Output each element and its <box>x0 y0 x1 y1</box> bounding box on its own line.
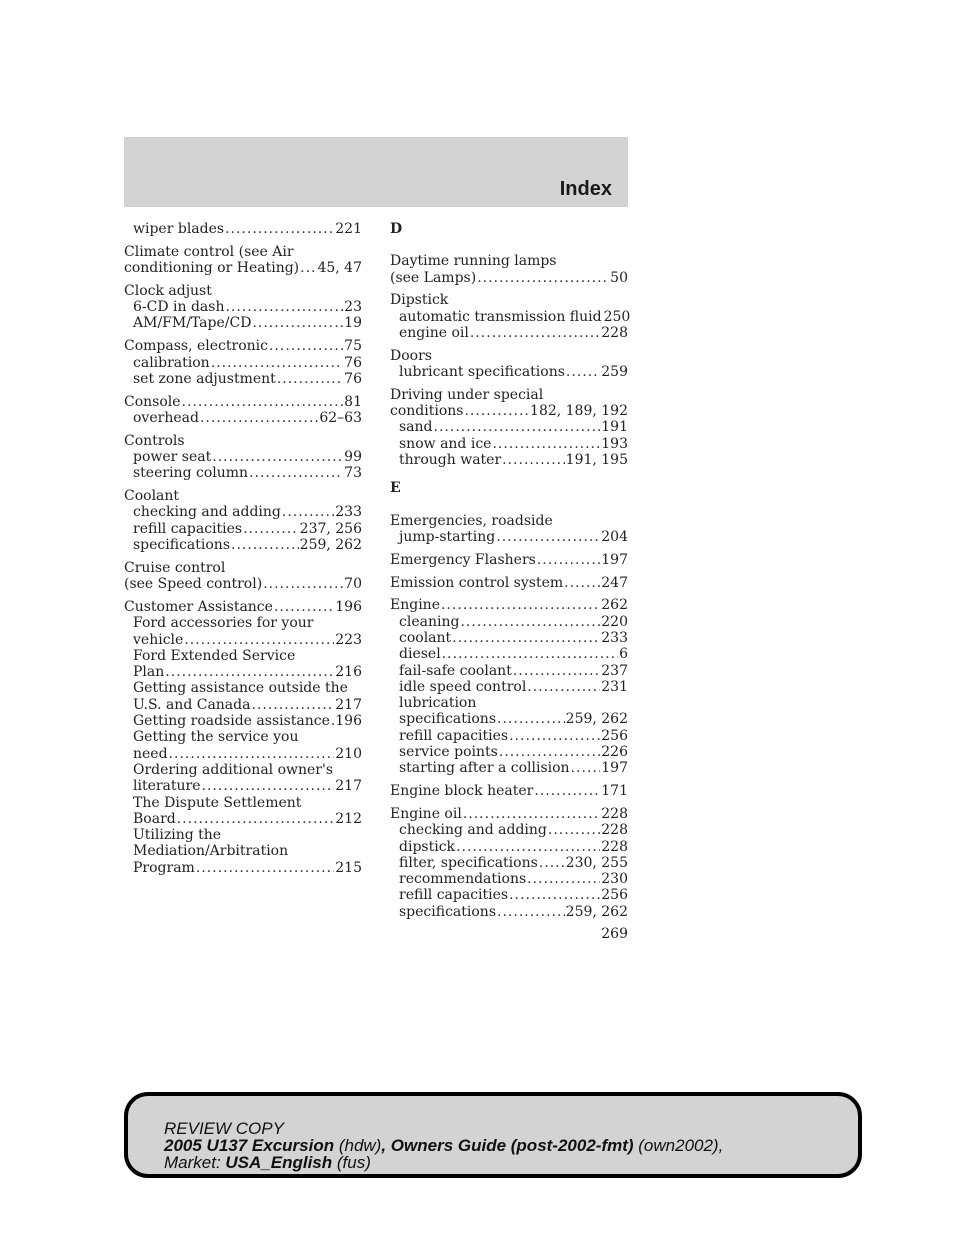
index-subentry <box>390 760 628 776</box>
entry-text: Program <box>133 859 195 876</box>
index-subentry <box>390 728 628 744</box>
dot-leader <box>566 364 600 380</box>
index-subentry <box>390 855 628 871</box>
entry-text: Controls <box>124 432 185 449</box>
index-subentry <box>124 449 362 465</box>
entry-text: calibration <box>133 354 210 371</box>
entry-text: steering column <box>133 465 249 482</box>
dot-leader <box>492 436 600 452</box>
dot-leader <box>464 403 529 419</box>
index-subentry <box>390 839 628 855</box>
entry-page-ref: 204 <box>601 528 628 545</box>
index-heading <box>124 599 362 615</box>
index-heading <box>390 403 628 419</box>
dot-leader <box>263 576 343 592</box>
dot-leader <box>249 465 343 481</box>
dot-leader <box>212 449 343 465</box>
entry-text: Console <box>124 393 181 410</box>
index-heading <box>124 576 362 592</box>
index-subentry <box>124 746 362 762</box>
entry-text: Plan <box>133 664 165 681</box>
entry-page-ref: 197 <box>601 760 628 777</box>
dot-leader <box>564 575 600 591</box>
dot-leader <box>537 552 600 568</box>
index-heading <box>124 260 362 276</box>
index-subentry <box>124 664 362 680</box>
entry-page-ref: 70 <box>344 576 362 593</box>
entry-text: 6-CD in dash <box>133 299 225 316</box>
dot-leader <box>442 646 618 662</box>
index-heading <box>390 348 628 364</box>
entry-text: Getting assistance outside the <box>133 680 348 697</box>
entry-text: through water <box>399 452 502 469</box>
page-number: 269 <box>601 926 628 942</box>
index-subentry <box>390 711 628 727</box>
entry-page-ref: 230 <box>601 871 628 888</box>
index-entry <box>390 806 628 920</box>
dot-leader <box>202 778 335 794</box>
index-subentry <box>390 308 631 325</box>
entry-text: specifications <box>133 537 231 554</box>
index-subentry <box>124 315 362 331</box>
index-heading <box>390 597 628 613</box>
index-subentry <box>124 537 362 553</box>
index-subentry <box>124 729 362 745</box>
dot-leader <box>441 597 600 613</box>
entry-page-ref: 259, 262 <box>299 537 362 554</box>
footer-review-box <box>124 1092 862 1178</box>
index-heading <box>124 488 362 504</box>
index-entry <box>390 575 628 591</box>
index-subentry <box>124 504 362 520</box>
index-entry <box>390 597 628 776</box>
entry-text: service points <box>399 744 498 761</box>
index-heading <box>124 560 362 576</box>
dot-leader <box>539 855 565 871</box>
entry-page-ref: 75 <box>344 338 362 355</box>
dot-leader <box>452 630 600 646</box>
entry-text: Compass, electronic <box>124 338 268 355</box>
index-subentry <box>124 827 362 843</box>
entry-text: fail-safe coolant <box>399 662 512 679</box>
dot-leader <box>497 904 565 920</box>
entry-text: dipstick <box>399 838 456 855</box>
index-subentry <box>390 663 628 679</box>
entry-text: (see Speed control) <box>124 576 263 593</box>
entry-text: idle speed control <box>399 678 527 695</box>
entry-text: Driving under special <box>390 386 544 403</box>
index-heading <box>390 783 628 799</box>
index-entry <box>124 244 362 277</box>
entry-page-ref: 215 <box>335 859 362 876</box>
index-subentry <box>390 452 628 468</box>
dot-leader <box>470 325 600 341</box>
index-subentry <box>124 795 362 811</box>
entry-text: Coolant <box>124 488 180 505</box>
index-subentry <box>124 680 362 696</box>
dot-leader <box>300 260 316 276</box>
entry-text: specifications <box>399 903 497 920</box>
entry-page-ref: 196 <box>335 598 362 615</box>
entry-page-ref: 191, 195 <box>565 452 628 469</box>
entry-text: specifications <box>399 711 497 728</box>
entry-text: conditions <box>390 403 464 420</box>
entry-text: refill capacities <box>133 520 243 537</box>
index-entry <box>390 292 631 341</box>
entry-page-ref: 220 <box>601 613 628 630</box>
entry-page-ref: 256 <box>601 727 628 744</box>
footer-text <box>164 1120 723 1171</box>
entry-page-ref: 76 <box>344 354 362 371</box>
entry-text: need <box>133 745 168 762</box>
dot-leader <box>509 728 600 744</box>
dot-leader <box>527 871 600 887</box>
entry-text: Ford accessories for your <box>133 615 314 632</box>
entry-page-ref: 259, 262 <box>565 903 628 920</box>
index-heading <box>390 806 628 822</box>
index-entry <box>124 433 362 482</box>
entry-text: Daytime running lamps <box>390 253 557 270</box>
entry-page-ref: 76 <box>344 370 362 387</box>
footer-market-value: USA_English <box>225 1153 333 1172</box>
section-letter-d: D <box>390 221 403 237</box>
entry-page-ref: 212 <box>335 810 362 827</box>
index-subentry <box>124 713 362 729</box>
entry-text: conditioning or Heating) <box>124 260 300 277</box>
index-subentry <box>124 778 362 794</box>
entry-text: cleaning <box>399 613 460 630</box>
entry-page-ref: 62–63 <box>319 409 362 426</box>
entry-text: engine oil <box>399 324 469 341</box>
index-column-right <box>390 221 631 926</box>
entry-text: vehicle <box>133 631 184 648</box>
entry-page-ref: 230, 255 <box>565 854 628 871</box>
entry-page-ref: 221 <box>335 221 362 237</box>
index-subentry <box>124 521 362 537</box>
index-subentry <box>390 419 628 435</box>
dot-leader <box>165 664 334 680</box>
index-subentry <box>124 860 362 876</box>
entry-page-ref: 250 <box>603 308 631 325</box>
dot-leader <box>534 783 600 799</box>
index-subentry <box>124 615 362 631</box>
dot-leader <box>463 806 600 822</box>
index-heading <box>390 253 628 269</box>
entry-page-ref: 216 <box>335 664 362 681</box>
index-heading <box>124 244 362 260</box>
index-subentry <box>390 744 628 760</box>
entry-text: The Dispute Settlement <box>133 794 302 811</box>
dot-leader <box>571 760 601 776</box>
index-heading <box>390 575 628 591</box>
entry-page-ref: 171 <box>601 783 628 800</box>
entry-text: Board <box>133 810 176 827</box>
index-entry <box>124 221 362 237</box>
dot-leader <box>251 697 334 713</box>
index-subentry <box>390 887 628 903</box>
entry-page-ref: 197 <box>601 551 628 568</box>
index-heading <box>390 513 628 529</box>
index-subentry <box>390 614 628 630</box>
index-subentry <box>390 529 628 545</box>
entry-page-ref: 256 <box>601 887 628 904</box>
dot-leader <box>456 839 600 855</box>
index-subentry <box>390 325 628 341</box>
index-column-left <box>124 221 362 882</box>
entry-text: Ford Extended Service <box>133 647 296 664</box>
index-subentry <box>124 811 362 827</box>
entry-page-ref: 231 <box>601 678 628 695</box>
index-entry <box>390 552 628 568</box>
entry-page-ref: 237 <box>601 662 628 679</box>
entry-page-ref: 233 <box>335 504 362 521</box>
entry-text: power seat <box>133 449 212 466</box>
section-letter-e: E <box>390 480 401 497</box>
entry-page-ref: 217 <box>335 778 362 795</box>
entry-page-ref: 262 <box>601 597 628 614</box>
footer-line-review: REVIEW COPY <box>164 1119 284 1138</box>
entry-text: sand <box>399 419 433 436</box>
entry-text: Doors <box>390 347 432 364</box>
entry-text: Utilizing the <box>133 827 222 844</box>
entry-page-ref: 193 <box>601 435 628 452</box>
entry-page-ref: 226 <box>601 744 628 761</box>
index-subentry <box>390 822 628 838</box>
entry-page-ref: 228 <box>601 805 628 822</box>
entry-text: set zone adjustment <box>133 370 276 387</box>
index-subentry <box>390 679 628 695</box>
index-subentry <box>390 904 628 920</box>
index-subentry <box>124 697 362 713</box>
dot-leader <box>460 614 600 630</box>
entry-page-ref: 217 <box>335 696 362 713</box>
footer-market-code: (fus) <box>332 1153 371 1172</box>
dot-leader <box>200 410 318 426</box>
footer-model: 2005 U137 Excursion <box>164 1136 335 1155</box>
index-heading <box>390 292 628 308</box>
footer-guide: , Owners Guide (post-2002-fmt) <box>381 1136 634 1155</box>
footer-line-product <box>164 1137 723 1154</box>
entry-page-ref: 45, 47 <box>317 260 362 277</box>
index-entry <box>124 488 362 553</box>
dot-leader <box>196 860 334 876</box>
entry-text: Emergency Flashers <box>390 551 536 568</box>
entry-text: literature <box>133 778 201 795</box>
index-subentry <box>390 364 628 380</box>
dot-leader <box>496 529 600 545</box>
entry-text: jump-starting <box>399 528 496 545</box>
entry-page-ref: 19 <box>344 315 362 332</box>
index-entry <box>124 560 362 593</box>
index-subentry <box>124 371 362 387</box>
dot-leader <box>497 711 565 727</box>
index-subentry <box>124 410 362 426</box>
index-heading <box>390 552 628 568</box>
index-subentry <box>124 632 362 648</box>
index-heading <box>390 270 628 286</box>
index-heading <box>124 338 362 354</box>
entry-text: Engine block heater <box>390 783 534 800</box>
entry-text: Emergencies, roadside <box>390 512 553 529</box>
index-heading <box>124 433 362 449</box>
dot-leader <box>182 394 344 410</box>
dot-leader <box>225 299 343 315</box>
entry-page-ref: 73 <box>344 465 362 482</box>
entry-text: checking and adding <box>399 822 547 839</box>
dot-leader <box>277 371 343 387</box>
entry-text: coolant <box>399 629 452 646</box>
index-entry <box>390 387 628 468</box>
entry-page-ref: 259, 262 <box>565 711 628 728</box>
dot-leader <box>231 537 299 553</box>
entry-text: filter, specifications <box>399 854 538 871</box>
dot-leader <box>225 221 334 237</box>
dot-leader <box>513 663 600 679</box>
entry-text: refill capacities <box>399 887 509 904</box>
index-entry <box>124 394 362 427</box>
index-subentry <box>390 646 628 662</box>
entry-text: Emission control system <box>390 574 564 591</box>
entry-text: recommendations <box>399 871 527 888</box>
index-entry <box>390 513 628 546</box>
entry-text: (see Lamps) <box>390 269 477 286</box>
index-entry <box>390 253 628 286</box>
entry-text: Engine <box>390 597 440 614</box>
index-entry <box>124 338 362 387</box>
footer-model-code: (hdw) <box>334 1136 382 1155</box>
entry-text: Clock adjust <box>124 282 212 299</box>
dot-leader <box>177 811 335 827</box>
index-subentry <box>124 843 362 859</box>
entry-page-ref: 196 <box>335 713 362 730</box>
page-title: Index <box>559 178 612 200</box>
index-entry <box>390 348 628 381</box>
entry-text: Engine oil <box>390 805 462 822</box>
entry-text: wiper blades <box>133 221 225 237</box>
dot-leader <box>477 270 609 286</box>
index-heading <box>124 283 362 299</box>
entry-text: checking and adding <box>133 504 281 521</box>
entry-page-ref: 237, 256 <box>299 520 362 537</box>
entry-page-ref: 259 <box>601 364 628 381</box>
entry-page-ref: 228 <box>601 324 628 341</box>
dot-leader <box>434 419 601 435</box>
entry-text: refill capacities <box>399 727 509 744</box>
entry-text: Climate control (see Air <box>124 243 294 260</box>
entry-page-ref: 50 <box>610 269 628 286</box>
section-d-entries <box>390 253 631 469</box>
dot-leader <box>282 504 334 520</box>
dot-leader <box>527 679 600 695</box>
index-entry <box>124 599 362 876</box>
index-subentry <box>390 871 628 887</box>
entry-text: starting after a collision <box>399 760 570 777</box>
entry-page-ref: 182, 189, 192 <box>530 403 628 420</box>
entry-page-ref: 23 <box>344 299 362 316</box>
entry-text: U.S. and Canada <box>133 696 251 713</box>
entry-text: AM/FM/Tape/CD <box>133 315 252 332</box>
entry-text: Dipstick <box>390 292 449 309</box>
entry-page-ref: 6 <box>619 646 628 663</box>
index-heading <box>390 387 628 403</box>
entry-page-ref: 228 <box>601 838 628 855</box>
footer-line-market <box>164 1154 723 1171</box>
dot-leader <box>274 599 334 615</box>
footer-market-label: Market: <box>164 1153 226 1172</box>
index-entry <box>390 783 628 799</box>
entry-text: diesel <box>399 646 441 663</box>
header-band <box>124 137 628 207</box>
dot-leader <box>211 355 343 371</box>
index-subentry <box>124 221 362 237</box>
index-subentry <box>390 436 628 452</box>
entry-page-ref: 247 <box>601 574 628 591</box>
entry-text: Getting the service you <box>133 729 299 746</box>
index-heading <box>124 394 362 410</box>
section-e-entries <box>390 513 628 920</box>
dot-leader <box>184 632 334 648</box>
dot-leader <box>169 746 335 762</box>
dot-leader <box>243 521 299 537</box>
entry-page-ref: 99 <box>344 449 362 466</box>
entry-text: Mediation/Arbitration <box>133 843 289 860</box>
entry-page-ref: 210 <box>335 745 362 762</box>
footer-guide-code: (own2002), <box>633 1136 724 1155</box>
index-subentry <box>390 630 628 646</box>
entry-text: Ordering additional owner's <box>133 761 334 778</box>
entry-page-ref: 223 <box>335 631 362 648</box>
index-subentry <box>390 695 628 711</box>
entry-text: Cruise control <box>124 559 226 576</box>
entry-text: Getting roadside assistance <box>133 713 330 730</box>
entry-page-ref: 228 <box>601 822 628 839</box>
dot-leader <box>548 822 600 838</box>
index-subentry <box>124 355 362 371</box>
dot-leader <box>502 452 565 468</box>
entry-text: automatic transmission fluid <box>399 308 602 325</box>
index-subentry <box>124 299 362 315</box>
dot-leader <box>499 744 600 760</box>
index-subentry <box>124 648 362 664</box>
entry-text: overhead <box>133 409 199 426</box>
dot-leader <box>269 338 343 354</box>
entry-text: lubrication <box>399 695 477 712</box>
dot-leader <box>509 887 600 903</box>
entry-page-ref: 81 <box>344 393 362 410</box>
entry-text: snow and ice <box>399 435 492 452</box>
entry-page-ref: 233 <box>601 629 628 646</box>
dot-leader <box>252 315 343 331</box>
entry-text: Customer Assistance <box>124 598 273 615</box>
dot-leader <box>331 713 334 729</box>
index-entry <box>124 283 362 332</box>
entry-text: lubricant specifications <box>399 364 565 381</box>
index-subentry <box>124 762 362 778</box>
index-subentry <box>124 465 362 481</box>
entry-page-ref: 191 <box>601 419 628 436</box>
